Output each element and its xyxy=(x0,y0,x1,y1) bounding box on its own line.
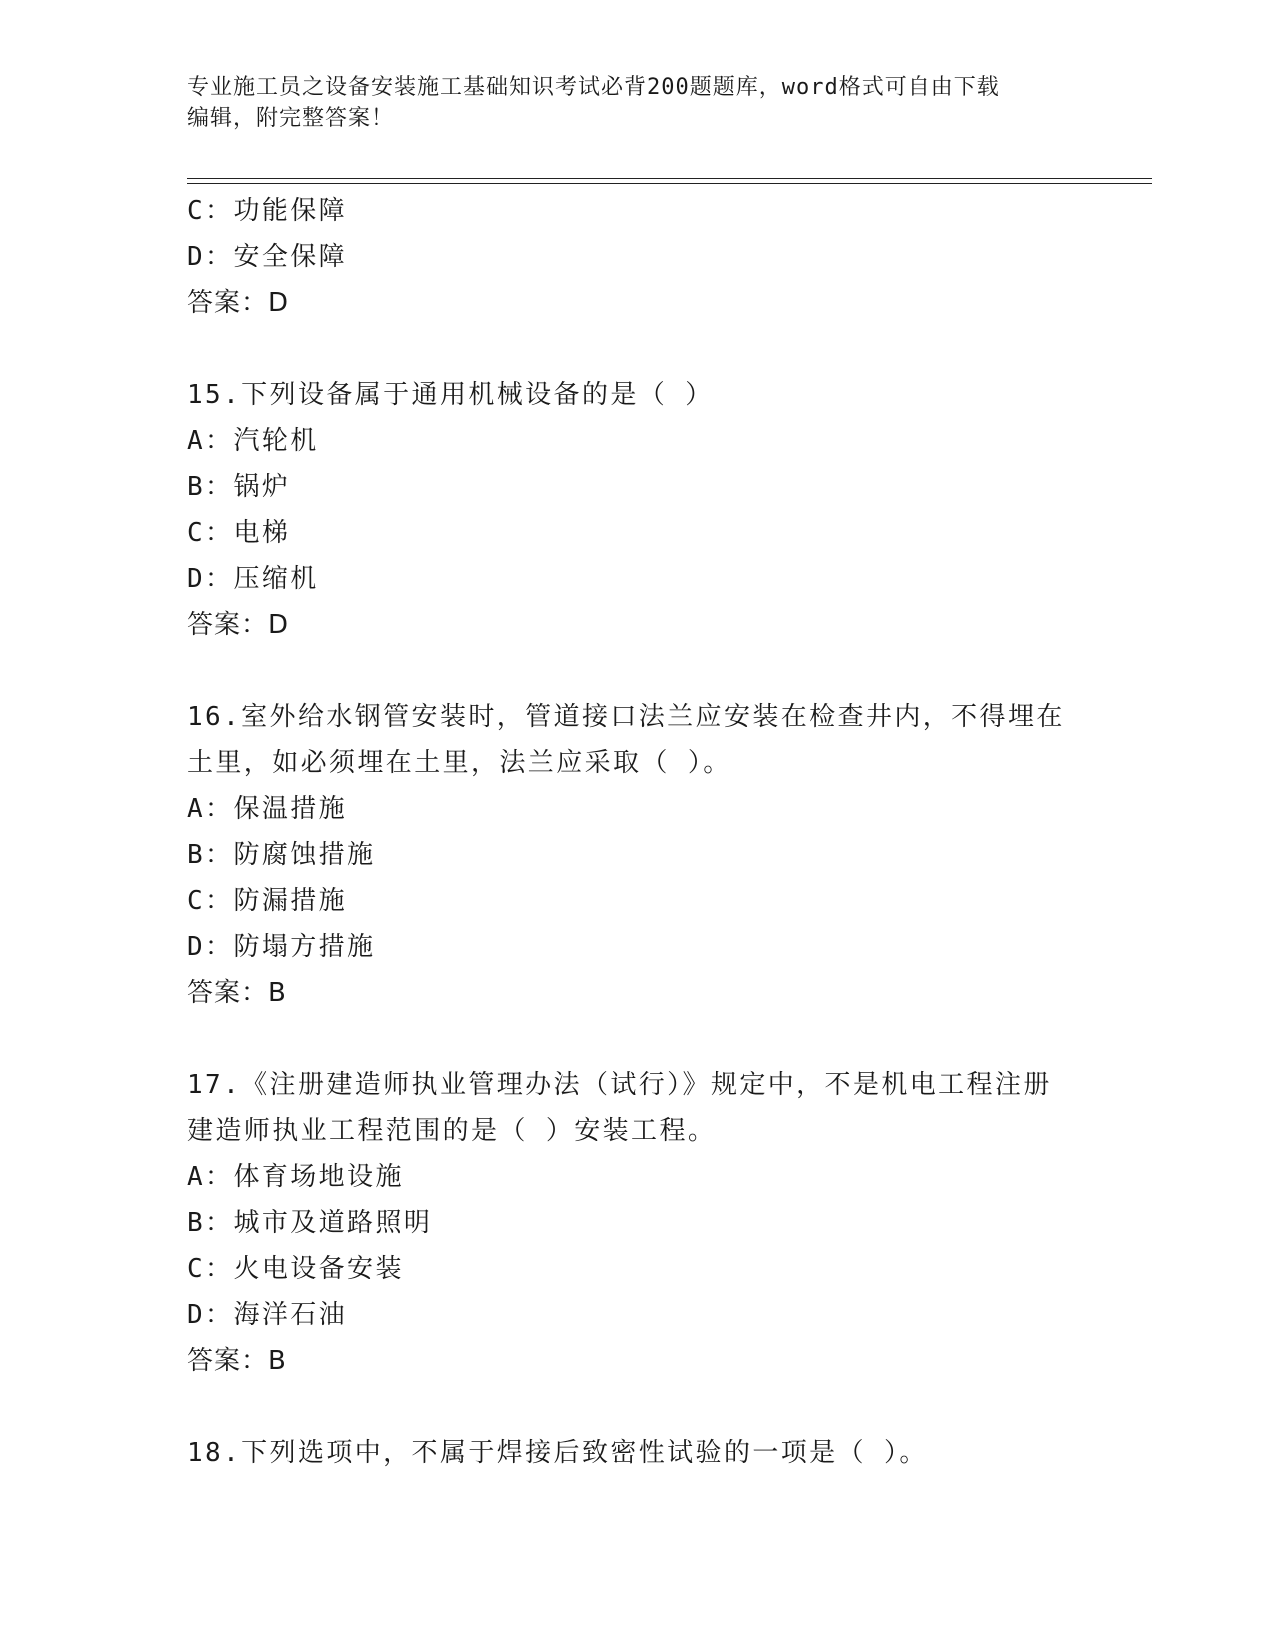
answer-line: 答案：D xyxy=(187,288,290,318)
option-c: C：功能保障 xyxy=(187,196,348,226)
answer-line: 答案：B xyxy=(187,978,287,1008)
option-b: B：锅炉 xyxy=(187,472,291,502)
header-divider xyxy=(187,178,1152,184)
question-block-14 xyxy=(187,188,1087,326)
question-block-18 xyxy=(187,1430,1087,1476)
header-title-line-2: 编辑，附完整答案！ xyxy=(187,106,395,131)
option-c: C：火电设备安装 xyxy=(187,1254,404,1284)
option-a: A：汽轮机 xyxy=(187,426,319,456)
question-text-line-1: 16.室外给水钢管安装时，管道接口法兰应安装在检查井内，不得埋在 xyxy=(187,702,1065,732)
option-a: A：保温措施 xyxy=(187,794,348,824)
question-text-line-1: 17.《注册建造师执业管理办法（试行）》规定中，不是机电工程注册 xyxy=(187,1070,1052,1100)
option-b: B：防腐蚀措施 xyxy=(187,840,376,870)
answer-line: 答案：D xyxy=(187,610,290,640)
question-text-line-2: 土里，如必须埋在土里，法兰应采取（ ）。 xyxy=(187,748,732,778)
option-d: D：安全保障 xyxy=(187,242,348,272)
question-block-16 xyxy=(187,694,1087,1016)
question-block-15 xyxy=(187,372,1087,648)
question-text-line-2: 建造师执业工程范围的是（ ）安装工程。 xyxy=(187,1116,717,1146)
option-d: D：压缩机 xyxy=(187,564,319,594)
question-text: 15.下列设备属于通用机械设备的是（ ） xyxy=(187,380,714,410)
header-title-line-1: 专业施工员之设备安装施工基础知识考试必背200题题库，word格式可自由下载 xyxy=(187,75,1000,100)
question-list xyxy=(187,188,1087,1476)
spacer xyxy=(187,648,1087,694)
option-a: A：体育场地设施 xyxy=(187,1162,404,1192)
spacer xyxy=(187,1016,1087,1062)
question-block-17 xyxy=(187,1062,1087,1384)
answer-line: 答案：B xyxy=(187,1346,287,1376)
document-header xyxy=(187,72,1087,134)
option-d: D：海洋石油 xyxy=(187,1300,348,1330)
option-c: C：电梯 xyxy=(187,518,291,548)
spacer xyxy=(187,1384,1087,1430)
question-text: 18.下列选项中，不属于焊接后致密性试验的一项是（ ）。 xyxy=(187,1438,928,1468)
spacer xyxy=(187,326,1087,372)
option-b: B：城市及道路照明 xyxy=(187,1208,433,1238)
option-d: D：防塌方措施 xyxy=(187,932,376,962)
option-c: C：防漏措施 xyxy=(187,886,348,916)
